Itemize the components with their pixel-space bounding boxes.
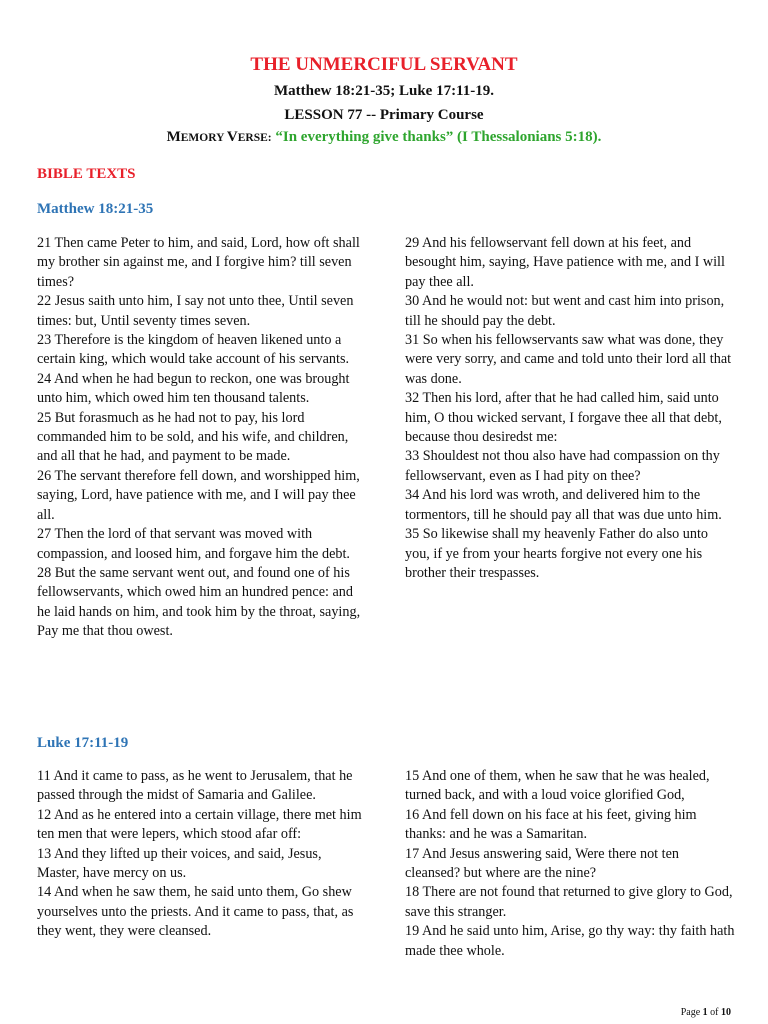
verse: 22 Jesus saith unto him, I say not unto thee, Until seven times: but, Until seventy times seven.	[37, 293, 354, 329]
total-pages: 10	[721, 1007, 731, 1018]
matthew-heading: Matthew 18:21-35	[37, 201, 154, 217]
verse: 12 And as he entered into a certain village, there met him ten men that were lepers, which stood afar off:	[37, 806, 362, 843]
current-page: 1	[702, 1007, 708, 1018]
of-word: of	[707, 1007, 721, 1018]
memory-label-initial-v: V	[226, 129, 238, 145]
verse: 18 There are not found that returned to give glory to God, save this stranger.	[405, 884, 733, 920]
verse: 24 And when he had begun to reckon, one was brought unto him, which owed him ten thousand talents.	[37, 370, 350, 407]
verse: 28 But the same servant went out, and found one of his fellowservants, which owed him an hundred pence: and he laid hands on him, and took him by the throat, saying, Pay me that thou owest.	[37, 564, 361, 640]
verse: 35 So likewise shall my heavenly Father do also unto you, if ye from your hearts forgive not every one his brother their trespasses.	[405, 526, 709, 581]
verse: 21 Then came Peter to him, and said, Lord, how oft shall my brother sin against me, and I forgive him? till seven times?	[37, 235, 360, 290]
matthew-left-column	[37, 234, 367, 642]
verse: 23 Therefore is the kingdom of heaven likened unto a certain king, which would take account of his servants.	[37, 332, 350, 368]
luke-heading: Luke 17:11-19	[37, 735, 129, 751]
scripture-reference: Matthew 18:21-35; Luke 17:11-19.	[274, 83, 494, 99]
verse: 26 The servant therefore fell down, and worshipped him, saying, Lord, have patience with me, and I will pay thee all.	[37, 467, 360, 523]
verse: 29 And his fellowservant fell down at his feet, and besought him, saying, Have patience with me, and I will pay thee all.	[405, 235, 725, 290]
memory-label-rest-1: EMORY	[180, 132, 227, 144]
verse: 14 And when he saw them, he said unto them, Go shew yourselves unto the priests. And it came to pass, that, as they went, they were cleansed.	[37, 884, 354, 940]
luke-right-column	[405, 767, 735, 961]
page-word: Page	[680, 1007, 703, 1018]
page-title: THE UNMERCIFUL SERVANT	[250, 54, 518, 75]
bible-texts-heading: BIBLE TEXTS	[37, 166, 136, 182]
verse: 25 But forasmuch as he had not to pay, his lord commanded him to be sold, and his wife, and children, and all that he had, and payment to be made.	[37, 409, 349, 465]
verse: 19 And he said unto him, Arise, go thy way: thy faith hath made thee whole.	[405, 923, 735, 959]
verse: 31 So when his fellowservants saw what was done, they were very sorry, and came and told unto their lord all that was done.	[405, 332, 732, 387]
matthew-right-column	[405, 234, 735, 583]
memory-verse	[0, 126, 768, 149]
verse: 16 And fell down on his face at his feet, giving him thanks: and he was a Samaritan.	[405, 806, 697, 843]
verse: 15 And one of them, when he saw that he was healed, turned back, and with a loud voice glorified God,	[405, 768, 710, 804]
memory-label-rest-2: ERSE:	[237, 132, 272, 144]
verse: 27 Then the lord of that servant was moved with compassion, and loosed him, and forgave him the debt.	[37, 526, 350, 562]
lesson-label: LESSON 77 -- Primary Course	[284, 107, 484, 123]
verse: 33 Shouldest not thou also have had compassion on thy fellowservant, even as I had pity on thee?	[405, 448, 720, 484]
memory-verse-text: “In everything give thanks” (I Thessalonians 5:18).	[275, 129, 602, 145]
lesson-header	[0, 52, 768, 149]
verse: 13 And they lifted up their voices, and said, Jesus, Master, have mercy on us.	[37, 845, 322, 882]
verse: 30 And he would not: but went and cast him into prison, till he should pay the debt.	[405, 293, 725, 329]
verse: 17 And Jesus answering said, Were there not ten cleansed? but where are the nine?	[405, 845, 680, 882]
luke-left-column	[37, 767, 367, 942]
verse: 11 And it came to pass, as he went to Jerusalem, that he passed through the midst of Samaria and Galilee.	[37, 768, 353, 804]
verse: 34 And his lord was wroth, and delivered him to the tormentors, till he should pay all that was due unto him.	[405, 487, 722, 523]
verse: 32 Then his lord, after that he had called him, said unto him, O thou wicked servant, I forgave thee all that debt, because thou desiredst me:	[405, 390, 722, 446]
page-number	[681, 1007, 731, 1018]
memory-label-initial-m: M	[166, 129, 181, 145]
